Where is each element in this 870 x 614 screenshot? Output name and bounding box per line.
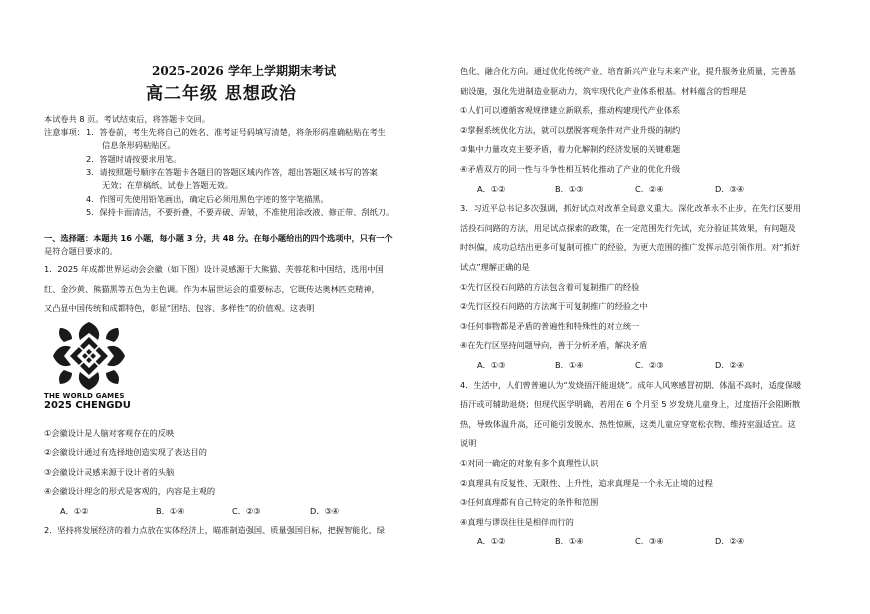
q1-stem-3: 又凸显中国传统和成都特色，彰显“团结、包容、多样性”的价值观。这表明 xyxy=(44,303,315,313)
q3-stem-4: 试点”理解正确的是 xyxy=(460,262,530,272)
q2-option-4: ④矛盾双方的同一性与斗争性相互转化推动了产业的优化升级 xyxy=(460,164,681,174)
notice-item-1-cont: 信息条形码粘贴区。 xyxy=(102,140,176,150)
q1-choice-c: C．②③ xyxy=(232,506,261,516)
q4-option-2: ②真理具有反复性、无限性、上升性，追求真理是一个永无止境的过程 xyxy=(460,478,713,488)
section-instructions-1: 一、选择题：本题共 16 小题，每小题 3 分，共 48 分。在每小题给出的四个选项中，只有一个 xyxy=(44,233,393,243)
q4-option-4: ④真理与谬误往往是相伴而行的 xyxy=(460,517,574,527)
q3-choice-b: B．①④ xyxy=(555,360,584,370)
q2-option-2: ②掌握系统优化方法，就可以摆脱客观条件对产业升级的制约 xyxy=(460,125,681,135)
q1-option-3: ③会徽设计灵感来源于设计者的头脑 xyxy=(44,467,175,477)
q2-stem-1: 2．坚持将发展经济的着力点放在实体经济上，瞄准制造强国、质量强国目标，把握智能化、绿 xyxy=(44,525,385,535)
q3-choice-c: C．②③ xyxy=(635,360,664,370)
notice-item-1: 1．答卷前，考生先将自己的姓名、准考证号码填写清楚，将条形码准确粘贴在考生 xyxy=(86,127,386,137)
q1-option-2: ②会徽设计通过有选择地创造实现了表达目的 xyxy=(44,447,207,457)
q4-option-3: ③任何真理都有自己特定的条件和范围 xyxy=(460,497,599,507)
q3-stem-3: 时纠偏，成功总结出更多可复制可推广的经验，为更大范围的推广发挥示范引领作用。对“抓好 xyxy=(460,242,800,252)
q2-stem-3: 础设施，强化先进制造业驱动力，筑牢现代化产业体系根基。材料蕴含的哲理是 xyxy=(460,86,747,96)
q2-choice-a: A．①② xyxy=(477,184,506,194)
q4-choice-c: C．③④ xyxy=(635,536,664,546)
q1-option-1: ①会徽设计是人脑对客观存在的反映 xyxy=(44,428,175,438)
q4-stem-3: 热，导致体温升高，还可能引发脱水、热性惊厥，这类儿童应穿宽松衣物、维持室温适宜。这 xyxy=(460,419,796,429)
logo-line-2: 2025 CHENGDU xyxy=(44,400,131,411)
q1-choice-b: B．①④ xyxy=(156,506,185,516)
q4-choice-d: D．②④ xyxy=(715,536,745,546)
q4-stem-2: 捂汗或可辅助退烧；但现代医学明确，若用在 6 个月至 5 岁发烧儿童身上，过度捂汗会阻断散 xyxy=(460,399,801,409)
q3-option-3: ③任何事物都是矛盾的普遍性和特殊性的对立统一 xyxy=(460,321,640,331)
right-column xyxy=(435,0,870,614)
logo-line-1: THE WORLD GAMES xyxy=(44,392,125,400)
q2-option-3: ③集中力量攻克主要矛盾，着力化解制约经济发展的关键难题 xyxy=(460,144,681,154)
q1-stem-2: 红、金沙黄、熊猫黑等五色为主色调。作为本届世运会的重要标志，它既传达奥林匹克精神， xyxy=(44,284,380,294)
world-games-emblem-icon xyxy=(44,320,134,392)
world-games-logo xyxy=(44,320,134,412)
notice-label: 注意事项： xyxy=(44,127,85,137)
q1-stem-1: 1．2025 年成都世界运动会会徽（如下图）设计灵感源于大熊猫、芙蓉花和中国结，选用中国 xyxy=(44,264,384,274)
q3-option-2: ②先行区投石问路的方法寓于可复制推广的经验之中 xyxy=(460,301,648,311)
q2-choice-d: D．③④ xyxy=(715,184,745,194)
q3-stem-1: 3．习近平总书记多次强调，抓好试点对改革全局意义重大。深化改革永不止步，在先行区要用 xyxy=(460,203,801,213)
q2-option-1: ①人们可以遵循客观规律建立新联系，推动构建现代产业体系 xyxy=(460,105,681,115)
notice-item-4: 4．作图可先使用铅笔画出，确定后必须用黑色字迹的签字笔描黑。 xyxy=(86,194,329,204)
q4-option-1: ①对同一确定的对象有多个真理性认识 xyxy=(460,458,599,468)
notice-item-2: 2．答题时请按要求用笔。 xyxy=(86,154,182,164)
q3-option-1: ①先行区投石问路的方法包含着可复制推广的经验 xyxy=(460,282,640,292)
q3-stem-2: 活投石问路的方法，用足试点探索的政策，在一定范围先行先试，充分验证其效果，有问题及 xyxy=(460,223,796,233)
notice-item-3: 3．请按照题号顺序在答题卡各题目的答题区域内作答，超出答题区域书写的答案 xyxy=(86,167,378,177)
q2-choice-b: B．①③ xyxy=(555,184,584,194)
notice-item-3-cont: 无效；在草稿纸、试卷上答题无效。 xyxy=(102,180,234,190)
q3-choice-a: A．①③ xyxy=(477,360,506,370)
q3-choice-d: D．②④ xyxy=(715,360,745,370)
q4-stem-1: 4．生活中，人们曾普遍认为“发烧捂汗能退烧”。成年人风寒感冒初期、体温不高时，适度保暖 xyxy=(460,380,802,390)
q2-stem-2: 色化、融合化方向。通过优化传统产业、培育新兴产业与未来产业，提升服务业质量，完善基 xyxy=(460,66,796,76)
notice-intro: 本试卷共 8 页。考试结束后，将答题卡交回。 xyxy=(44,114,210,124)
q3-option-4: ④在先行区坚持问题导向，善于分析矛盾，解决矛盾 xyxy=(460,340,648,350)
section-instructions-2: 是符合题目要求的。 xyxy=(44,246,118,256)
q4-choice-b: B．①④ xyxy=(555,536,584,546)
q1-choice-d: D．③④ xyxy=(310,506,340,516)
q2-choice-c: C．②④ xyxy=(635,184,664,194)
q4-stem-4: 说明 xyxy=(460,438,477,448)
subject-title: 高二年级 思想政治 xyxy=(146,84,297,104)
exam-title: 2025-2026 学年上学期期末考试 xyxy=(152,64,336,78)
q4-choice-a: A．①② xyxy=(477,536,506,546)
q1-option-4: ④会徽设计理念的形式是客观的，内容是主观的 xyxy=(44,486,216,496)
q1-choice-a: A．①② xyxy=(60,506,89,516)
notice-item-5: 5．保持卡面清洁，不要折叠，不要弄破、弄皱，不准使用涂改液、修正带、刮纸刀。 xyxy=(86,207,395,217)
